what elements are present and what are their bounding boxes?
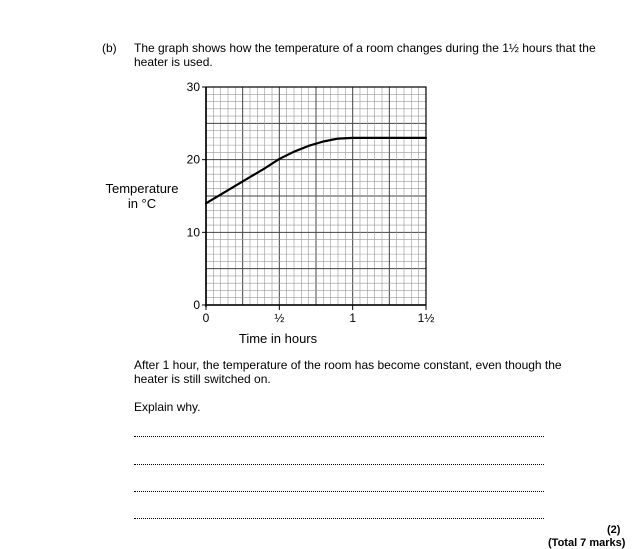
answer-line[interactable] [134,518,544,519]
y-axis-label-line-2: in °C [127,196,157,211]
x-tick-label: ½ [274,311,285,325]
question-text: The graph shows how the temperature of a room changes during the 1½ hours that the heater is used. [134,41,596,69]
y-tick-label: 10 [186,225,200,240]
answer-line[interactable] [134,436,544,437]
total-marks-label: (Total 7 marks) [548,537,626,549]
x-tick-label: 1½ [417,311,435,325]
y-tick-label: 0 [193,298,200,312]
question-part-label: (b) [102,41,117,55]
x-tick-label: 0 [202,311,210,325]
followup-statement: After 1 hour, the temperature of the room has become constant, even though the heater is still switched on. [134,358,562,386]
x-tick-label: 1 [349,311,357,325]
x-axis-label: Time in hours [238,331,318,346]
answer-line[interactable] [134,464,544,465]
marks-label: (2) [607,524,621,536]
y-tick-label: 30 [186,80,200,94]
explain-prompt: Explain why. [134,400,201,414]
y-tick-label: 20 [186,152,200,167]
answer-line[interactable] [134,491,544,492]
y-axis-label-line-1: Temperature [105,181,179,196]
